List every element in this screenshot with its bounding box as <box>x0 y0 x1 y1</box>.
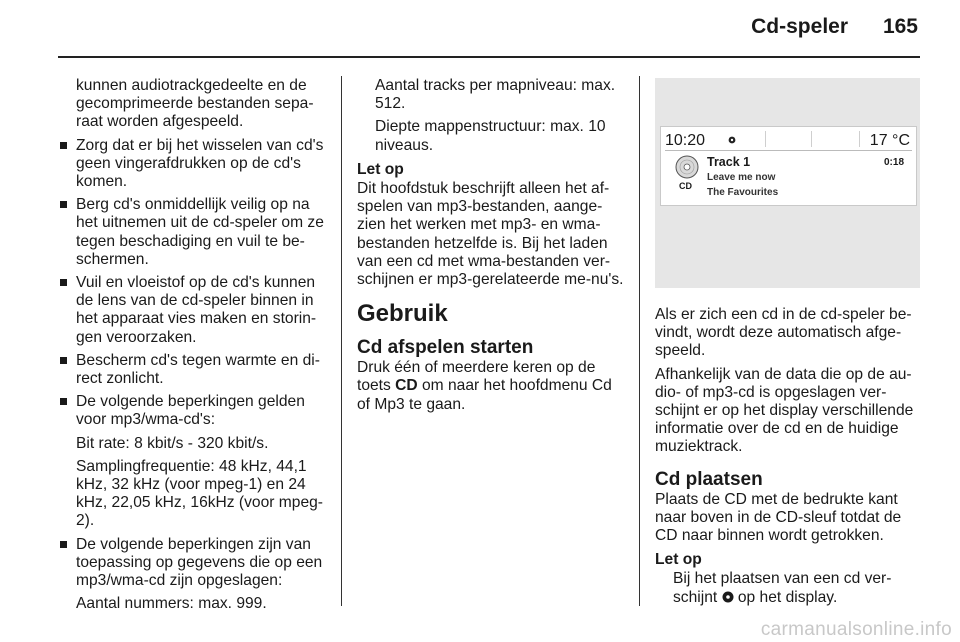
tracks-per-folder-text: Aantal tracks per mapniveau: max. 512. <box>375 77 616 113</box>
bullet-icon <box>60 201 67 208</box>
bullet-icon <box>60 279 67 286</box>
note-text: Bij het plaatsen van een cd ver-schijnt op het display. <box>673 570 892 606</box>
sampling-text: Samplingfrequentie: 48 kHz, 44,1 kHz, 32 kHz (voor mpeg-1) en 24 kHz, 22,05 kHz, 16kHz (voor mpeg-2). <box>76 457 323 530</box>
track-number: Track 1 <box>707 155 751 169</box>
list-item: De volgende beperkingen zijn van toepassing op gegevens die op een mp3/wma-cd zijn opgeslagen: <box>58 536 328 591</box>
cd-status-icon <box>728 136 736 144</box>
elapsed-time: 0:18 <box>883 157 904 168</box>
cd-key-label: CD <box>395 377 418 395</box>
intro-text: kunnen audiotrackgedeelte en de gecomprimeerde bestanden sepa-raat worden afgespeeld. <box>76 77 314 131</box>
clock-time: 10:20 <box>665 132 706 149</box>
column-divider-1 <box>341 76 342 606</box>
page-title: Cd-speler <box>751 15 848 38</box>
header-divider <box>58 56 920 58</box>
display-rule <box>665 150 912 151</box>
display-divider <box>765 131 766 147</box>
list-item: Berg cd's onmiddellijk veilig op na het uitnemen uit de cd-speler om ze tegen beschadiging en vuil te be-schermen. <box>58 196 328 269</box>
display-illustration <box>655 78 920 288</box>
list-item: De volgende beperkingen gelden voor mp3/wma-cd's: <box>58 393 328 429</box>
display-divider <box>859 131 860 147</box>
display-divider <box>811 131 812 147</box>
insert-cd-text: Plaats de CD met de bedrukte kant naar boven in de CD-sleuf totdat de CD naar binnen wordt getrokken. <box>655 490 902 545</box>
list-item: Bescherm cd's tegen warmte en di-rect zonlicht. <box>58 352 328 388</box>
temperature: 17 °C <box>869 132 910 149</box>
column-1 <box>58 77 328 618</box>
subsection-heading: Cd afspelen starten <box>357 337 534 359</box>
page-number: 165 <box>882 15 918 38</box>
bullet-icon <box>60 398 67 405</box>
tracks-count-text: Aantal nummers: max. 999. <box>76 595 267 613</box>
bullet-icon <box>60 142 67 149</box>
watermark: carmanualsonline.info <box>760 619 952 640</box>
section-heading: Gebruik <box>357 300 448 328</box>
autoplay-text: Als er zich een cd in de cd-speler be-vindt, wordt deze automatisch afge-speeld. <box>655 306 912 360</box>
radio-display <box>660 126 917 206</box>
bitrate-text: Bit rate: 8 kbit/s - 320 kbit/s. <box>76 434 269 452</box>
column-divider-2 <box>639 76 640 606</box>
list-item: Zorg dat er bij het wisselen van cd's geen vingerafdrukken op de cd's komen. <box>58 137 328 192</box>
note-text: Dit hoofdstuk beschrijft alleen het af-spelen van mp3-bestanden, aange-zien het werken met mp3- en wma-bestanden hetzelfde is. Bij het laden van een cd met wma-bestanden ver-schijnen er mp3-gerelateerde me-nu's. <box>357 180 624 289</box>
source-label: CD <box>679 181 692 191</box>
cd-start-text: Druk één of meerdere keren op de toets CD om naar het hoofdmenu Cd of Mp3 te gaan. <box>357 359 612 413</box>
track-title: Leave me now <box>707 172 776 183</box>
subsection-heading: Cd plaatsen <box>655 468 763 490</box>
list-item: Vuil en vloeistof op de cd's kunnen de lens van de cd-speler binnen in het apparaat vies maken en storin-gen veroorzaken. <box>58 274 328 347</box>
column-2 <box>357 77 627 419</box>
bullet-icon <box>60 357 67 364</box>
folder-depth-text: Diepte mappenstructuur: max. 10 niveaus. <box>375 118 606 154</box>
cd-loaded-icon <box>722 591 734 603</box>
column-3 <box>655 306 923 612</box>
note-heading: Let op <box>357 160 404 178</box>
note-heading: Let op <box>655 551 702 569</box>
display-info-text: Afhankelijk van de data die op de au-dio- of mp3-cd is opgeslagen ver-schijnt er op het display verschillende informatie over de cd en de huidige muziektrack. <box>655 365 914 456</box>
track-artist: The Favourites <box>707 187 779 198</box>
cd-disc-icon <box>675 155 699 179</box>
bullet-icon <box>60 541 67 548</box>
